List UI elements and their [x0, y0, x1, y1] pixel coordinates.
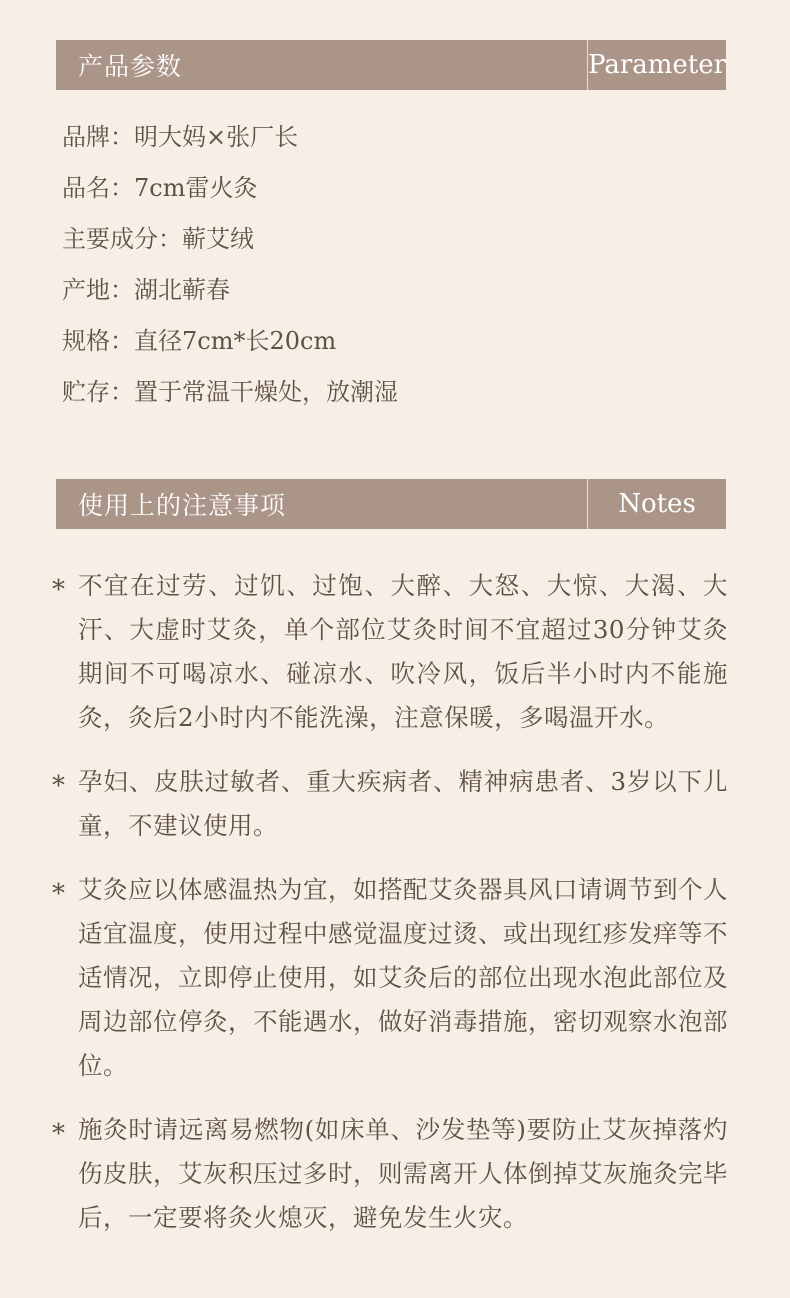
param-row-product-name — [62, 163, 722, 214]
parameter-section-title-en: Parameter — [588, 50, 727, 80]
param-row-brand — [62, 112, 722, 163]
note-item — [52, 760, 732, 848]
param-label: 品名： — [62, 174, 134, 202]
asterisk-icon: * — [52, 1119, 65, 1149]
parameter-section-header — [56, 40, 726, 90]
param-label: 品牌： — [62, 123, 134, 151]
notes-list — [52, 564, 732, 1260]
param-row-spec — [62, 316, 722, 367]
asterisk-icon: * — [52, 575, 65, 605]
param-label: 产地： — [62, 276, 134, 304]
note-text: 艾灸应以体感温热为宜，如搭配艾灸器具风口请调节到个人适宜温度，使用过程中感觉温度过烫、或出现红疹发痒等不适情况，立即停止使用，如艾灸后的部位出现水泡此部位及周边部位停灸，不能遇水，做好消毒措施，密切观察水泡部位。 — [78, 875, 728, 1080]
asterisk-icon: * — [52, 879, 65, 909]
param-row-ingredients — [62, 214, 722, 265]
param-row-origin — [62, 265, 722, 316]
asterisk-icon: * — [52, 771, 65, 801]
param-value: 直径7cm*长20cm — [134, 327, 337, 355]
notes-section-title: 使用上的注意事项 — [78, 491, 287, 520]
param-value: 明大妈×张厂长 — [134, 123, 299, 151]
note-text: 施灸时请远离易燃物(如床单、沙发垫等)要防止艾灰掉落灼伤皮肤，艾灰积压过多时，则需离开人体倒掉艾灰施灸完毕后，一定要将灸火熄灭，避免发生火灾。 — [78, 1115, 728, 1232]
param-row-storage — [62, 367, 722, 418]
note-item — [52, 564, 732, 740]
param-label: 贮存： — [62, 378, 134, 406]
notes-section-header — [56, 479, 726, 529]
param-value: 蕲艾绒 — [182, 225, 254, 253]
param-value: 7cm雷火灸 — [134, 174, 258, 202]
parameter-list — [62, 112, 722, 418]
param-label: 规格： — [62, 327, 134, 355]
param-label: 主要成分： — [62, 225, 182, 253]
notes-section-title-en: Notes — [618, 489, 696, 519]
note-text: 不宜在过劳、过饥、过饱、大醉、大怒、大惊、大渴、大汗、大虚时艾灸，单个部位艾灸时间不宜超过30分钟艾灸期间不可喝凉水、碰凉水、吹冷风，饭后半小时内不能施灸，灸后2小时内不能洗澡，注意保暖，多喝温开水。 — [78, 571, 728, 732]
note-item — [52, 1108, 732, 1240]
note-item — [52, 868, 732, 1088]
note-text: 孕妇、皮肤过敏者、重大疾病者、精神病患者、3岁以下儿童，不建议使用。 — [78, 767, 728, 840]
param-value: 湖北蕲春 — [134, 276, 230, 304]
parameter-section-title: 产品参数 — [78, 52, 183, 81]
param-value: 置于常温干燥处，放潮湿 — [134, 378, 398, 406]
